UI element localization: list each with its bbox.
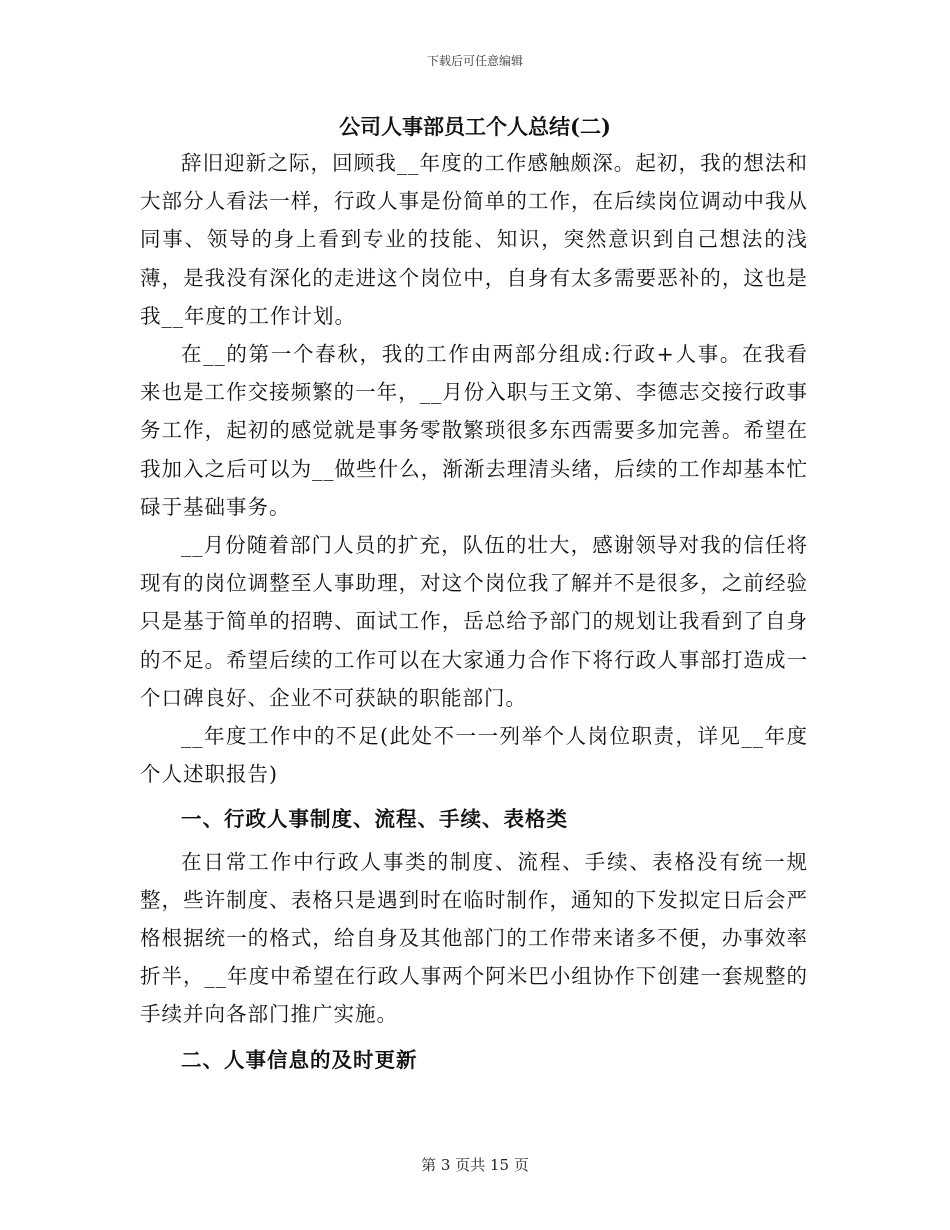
paragraph-role-change: __月份随着部门人员的扩充，队伍的壮大，感谢领导对我的信任将现有的岗位调整至人事助理，对这个岗位我了解并不是很多，之前经验只是基于简单的招聘、面试工作，岳总给予部门的规划让我看到了自身的不足。希望后续的工作可以在大家通力合作下将行政人事部打造成一个口碑良好、企业不可获缺的职能部门。 <box>140 533 808 710</box>
paragraph-shortcomings: __年度工作中的不足(此处不一一列举个人岗位职责，详见__年度个人述职报告) <box>140 724 808 787</box>
document-body <box>140 144 808 1083</box>
paragraph-intro: 辞旧迎新之际，回顾我__年度的工作感触颇深。起初，我的想法和大部分人看法一样，行政人事是份简单的工作，在后续岗位调动中我从同事、领导的身上看到专业的技能、知识，突然意识到自己想法的浅薄，是我没有深化的走进这个岗位中，自身有太多需要恶补的，这也是我__年度的工作计划。 <box>140 151 808 328</box>
page-number-footer: 第 3 页共 15 页 <box>421 1156 529 1174</box>
section-heading-1: 一、行政人事制度、流程、手续、表格类 <box>181 807 568 832</box>
download-editable-note: 下载后可任意编辑 <box>426 54 523 68</box>
section-heading-2: 二、人事信息的及时更新 <box>181 1047 418 1072</box>
document-title: 公司人事部员工个人总结(二) <box>339 114 611 139</box>
paragraph-first-year: 在__的第一个春秋，我的工作由两部分组成:行政+人事。在我看来也是工作交接频繁的一年，__月份入职与王文第、李德志交接行政事务工作，起初的感觉就是事务零散繁琐很多东西需要多加完善。希望在我加入之后可以为__做些什么，渐渐去理清头绪，后续的工作却基本忙碌于基础事务。 <box>140 342 808 519</box>
paragraph-section-1: 在日常工作中行政人事类的制度、流程、手续、表格没有统一规整，些许制度、表格只是遇到时在临时制作，通知的下发拟定日后会严格根据统一的格式，给自身及其他部门的工作带来诸多不便，办事效率折半，__年度中希望在行政人事两个阿米巴小组协作下创建一套规整的手续并向各部门推广实施。 <box>140 849 808 1027</box>
